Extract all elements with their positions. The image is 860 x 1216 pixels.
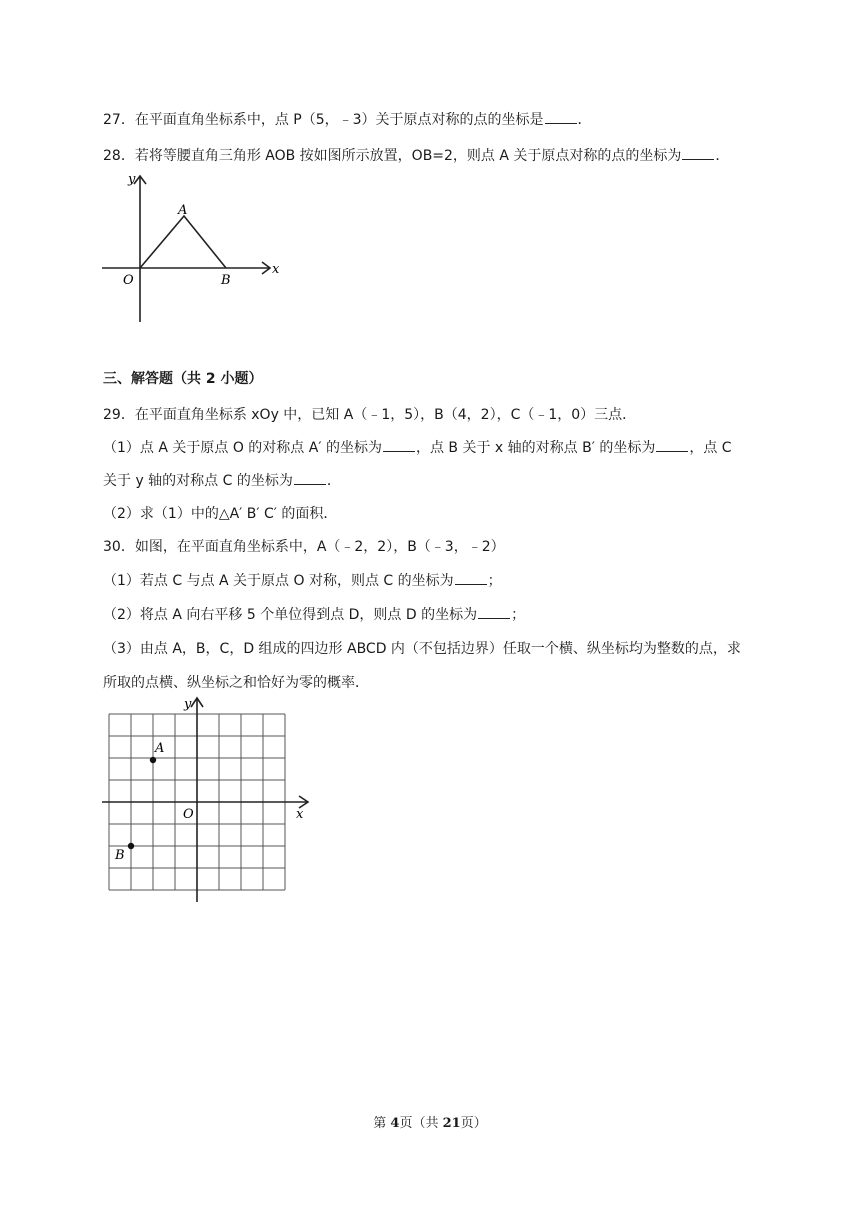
current-page: 4: [390, 1116, 400, 1131]
x-label: x: [272, 262, 280, 277]
question-29-part-1: （1）点 A 关于原点 O 的对称点 A′ 的坐标为 ，点 B 关于 x 轴的对称点 B′ 的坐标为 ，点 C: [103, 440, 732, 456]
origin-label: O: [183, 807, 194, 822]
question-30-part-3-cont: 所取的点横、纵坐标之和恰好为零的概率．: [103, 675, 369, 691]
question-30-part-3: （3）由点 A，B，C，D 组成的四边形 ABCD 内（不包括边界）任取一个横、纵坐标均为整数的点，求: [103, 641, 741, 657]
point-b-label: B: [115, 848, 125, 863]
y-label: y: [128, 172, 136, 187]
question-28: 28．若将等腰直角三角形 AOB 按如图所示放置，OB=2，则点 A 关于原点对称的点的坐标为 ．: [103, 148, 730, 164]
point-b: [128, 843, 134, 849]
question-29-part-2: （2）求（1）中的△A′ B′ C′ 的面积．: [103, 506, 338, 522]
answer-blank: [383, 439, 415, 452]
question-29-stem: 29．在平面直角坐标系 xOy 中，已知 A（﹣1，5），B（4，2），C（﹣1，0）三点．: [103, 407, 637, 423]
point-a: [150, 757, 156, 763]
answer-blank: [294, 472, 326, 485]
question-27: 27．在平面直角坐标系中，点 P（5，﹣3）关于原点对称的点的坐标是 ．: [103, 112, 592, 128]
question-30-part-1: （1）若点 C 与点 A 关于原点 O 对称，则点 C 的坐标为 ；: [103, 573, 502, 589]
question-29-part-1-cont: 关于 y 轴的对称点 C 的坐标为 ．: [103, 473, 341, 489]
figure-triangle-aob: [100, 170, 285, 328]
figure-grid-ab: [100, 696, 312, 906]
q27-text: 27．在平面直角坐标系中，点 P（5，﹣3）关于原点对称的点的坐标是: [103, 112, 544, 128]
answer-blank: [455, 572, 487, 585]
q28-text: 28．若将等腰直角三角形 AOB 按如图所示放置，OB=2，则点 A 关于原点对称的点的坐标为: [103, 148, 682, 164]
question-30-part-2: （2）将点 A 向右平移 5 个单位得到点 D，则点 D 的坐标为 ；: [103, 607, 526, 623]
point-a-label: A: [178, 203, 188, 218]
total-pages: 21: [442, 1116, 461, 1131]
question-30-stem: 30．如图，在平面直角坐标系中，A（﹣2，2），B（﹣3，﹣2）: [103, 539, 505, 555]
section-heading: 三、解答题（共 2 小题）: [103, 371, 263, 387]
triangle-sides: [140, 216, 226, 268]
y-label: y: [184, 697, 192, 712]
page-footer: 第 4页（共 21页）: [373, 1116, 487, 1131]
answer-blank: [682, 147, 714, 160]
point-a-label: A: [155, 741, 165, 756]
x-label: x: [296, 807, 304, 822]
origin-label: O: [123, 273, 134, 288]
point-b-label: B: [221, 273, 231, 288]
answer-blank: [656, 439, 688, 452]
answer-blank: [478, 606, 510, 619]
answer-blank: [545, 111, 577, 124]
